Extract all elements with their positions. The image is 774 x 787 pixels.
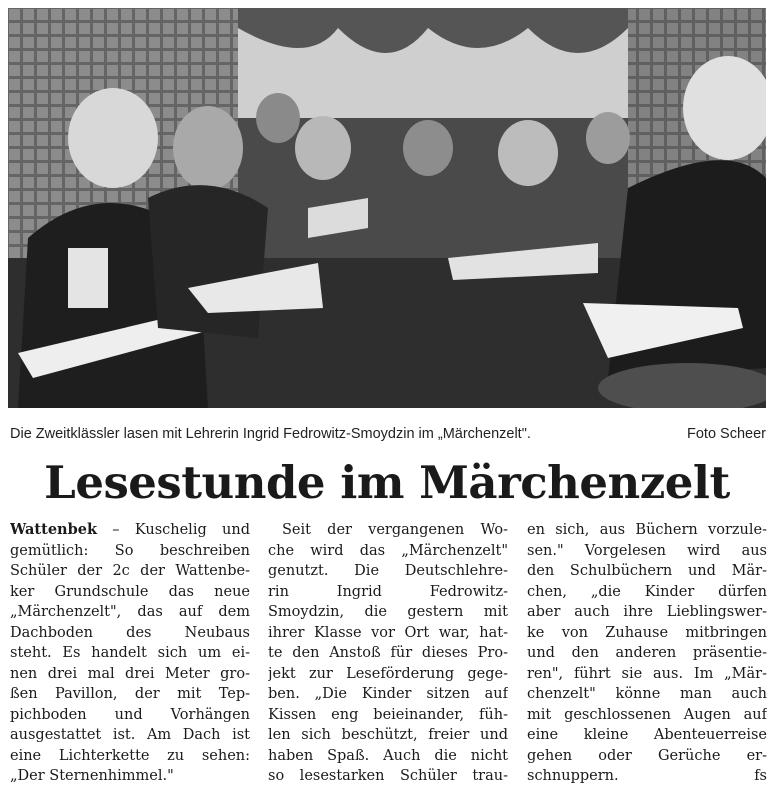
- classroom-photo: [8, 8, 766, 408]
- article-column-1: [10, 520, 250, 787]
- article-line: Smoydzin, die gestern mit: [268, 604, 508, 620]
- article-line: eine kleine Abenteuerreise: [527, 727, 767, 743]
- article-line: en sich, aus Büchern vorzule-: [527, 522, 767, 538]
- article-line: ausgestattet ist. Am Dach ist: [10, 727, 250, 743]
- dateline-place: Wattenbek: [10, 521, 97, 538]
- photo-credit: Foto Scheer: [687, 426, 766, 442]
- article-line: gehen oder Gerüche er-: [527, 747, 767, 764]
- article-line: den Schulbüchern und Mär-: [527, 563, 767, 579]
- article-line: chenzelt" könne man auch: [527, 686, 767, 702]
- article-line: gemütlich: So beschreiben: [10, 542, 250, 559]
- article-line: ßen Pavillon, der mit Tep-: [10, 686, 250, 702]
- article-line: jekt zur Leseförderung gege-: [268, 665, 508, 682]
- article-column-2: [268, 520, 508, 787]
- article-line: nen drei mal drei Meter gro-: [10, 665, 250, 682]
- article-line: che wird das „Märchenzelt": [268, 542, 508, 559]
- article-line: ren", führt sie aus. Im „Mär-: [527, 665, 767, 682]
- article-line: ke von Zuhause mitbringen: [527, 624, 767, 641]
- article-line: Kissen eng beieinander, füh-: [268, 706, 508, 723]
- article-line: rin Ingrid Fedrowitz-: [268, 583, 508, 600]
- article-line: und den anderen präsentie-: [527, 645, 767, 661]
- article-line: steht. Es handelt sich um ei-: [10, 645, 250, 661]
- article-line: Wattenbek – Kuschelig und: [10, 521, 250, 538]
- article-line: pichboden und Vorhängen: [10, 706, 250, 723]
- article-line: ihrer Klasse vor Ort war, hat-: [268, 624, 508, 641]
- article-column-3: [527, 520, 767, 787]
- article-line: haben Spaß. Auch die nicht: [268, 747, 508, 764]
- author-signature: fs: [754, 768, 767, 784]
- article-line: „Der Sternenhimmel.": [10, 768, 174, 784]
- article-line: chen, „die Kinder dürfen: [527, 583, 767, 600]
- article-line: len sich beschützt, freier und: [268, 727, 508, 743]
- classroom-photo-icon: [8, 8, 766, 408]
- photo-caption: [10, 426, 766, 442]
- article-line: mit geschlossenen Augen auf: [527, 706, 767, 723]
- article-line: ker Grundschule das neue: [10, 583, 250, 600]
- article-line: so lesestarken Schüler trau-: [268, 768, 508, 784]
- article-line: „Märchenzelt", das auf dem: [10, 604, 250, 620]
- article-line: sen." Vorgelesen wird aus: [527, 542, 767, 559]
- article-line: genutzt. Die Deutschlehre-: [268, 563, 508, 579]
- caption-text: Die Zweitklässler lasen mit Lehrerin Ingrid Fedrowitz-Smoydzin im „Märchenzelt".: [10, 426, 531, 442]
- article-line: ben. „Die Kinder sitzen auf: [268, 686, 508, 702]
- article-line: te den Anstoß für dieses Pro-: [268, 645, 508, 661]
- article-line: schnuppern. fs: [527, 766, 767, 787]
- article-line: eine Lichterkette zu sehen:: [10, 747, 250, 764]
- article-line: aber auch ihre Lieblingswer-: [527, 604, 767, 620]
- article-line: Schüler der 2c der Wattenbe-: [10, 563, 250, 579]
- article-line: Dachboden des Neubaus: [10, 624, 250, 641]
- article-line: Seit der vergangenen Wo-: [282, 522, 508, 538]
- article-headline: Lesestunde im Märchenzelt: [44, 456, 730, 509]
